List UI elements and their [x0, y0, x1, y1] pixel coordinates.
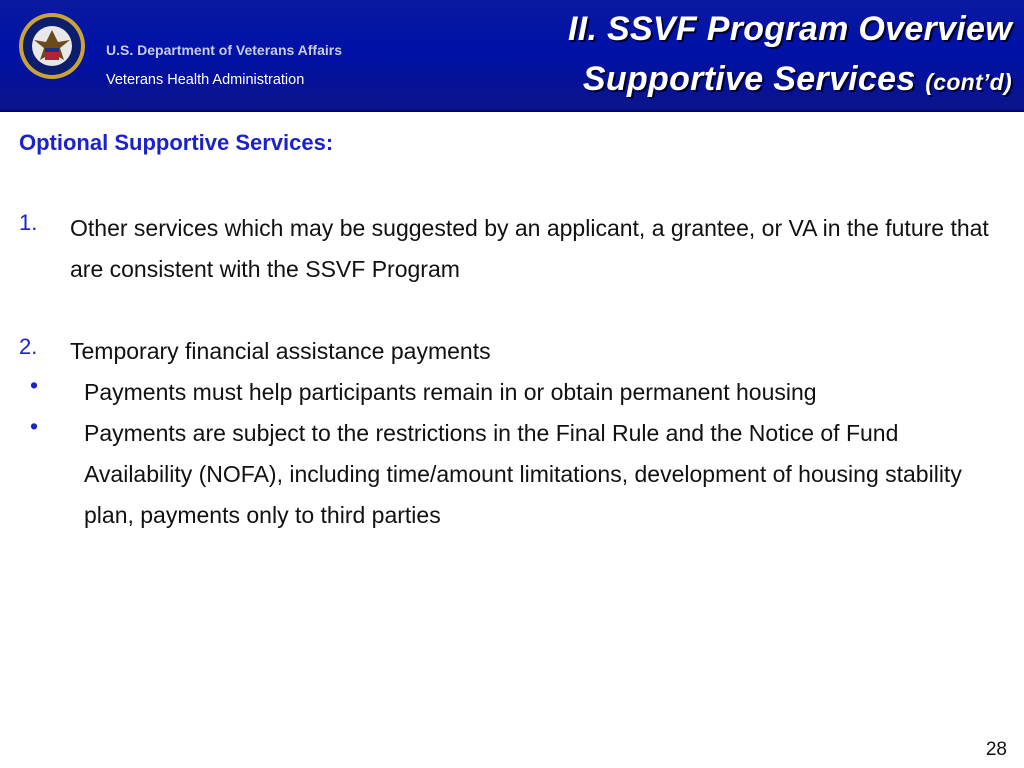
- bullet-text: Payments are subject to the restrictions in the Final Rule and the Notice of Fund Availability (NOFA), including time/amount limitations, development of housing stability plan, payments only to third parties: [84, 420, 962, 528]
- section-heading: Optional Supportive Services:: [19, 130, 334, 155]
- slide-header: [0, 0, 1024, 112]
- subagency-name: Veterans Health Administration: [106, 72, 305, 88]
- bullet-text: Payments must help participants remain in or obtain permanent housing: [84, 379, 817, 405]
- list-marker: 2.: [19, 334, 38, 359]
- list-marker: 1.: [19, 210, 38, 235]
- slide-title-main: Supportive Services: [582, 60, 926, 98]
- list-item-text: Other services which may be suggested by an applicant, a grantee, or VA in the future that are consistent with the SSVF Program: [70, 215, 989, 282]
- slide-title-line2: [583, 60, 1012, 99]
- bullet-marker: •: [30, 413, 39, 439]
- page-number: 28: [985, 739, 1007, 760]
- va-seal-icon: [18, 12, 86, 80]
- slide-title-suffix: (cont’d): [925, 69, 1012, 95]
- slide-title-line1: II. SSVF Program Overview: [567, 10, 1012, 48]
- list-item-text: Temporary financial assistance payments: [70, 338, 491, 364]
- agency-name: U.S. Department of Veterans Affairs: [106, 42, 342, 58]
- bullet-marker: •: [30, 372, 39, 398]
